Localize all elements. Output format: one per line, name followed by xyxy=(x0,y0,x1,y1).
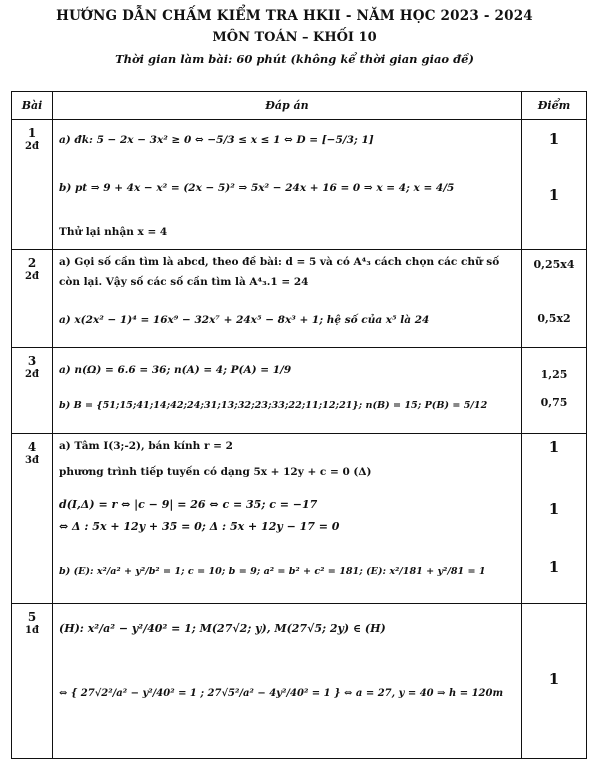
score-cell xyxy=(522,120,587,250)
question-points: 1đ xyxy=(25,625,39,636)
score-value: 1 xyxy=(548,558,560,576)
score-value: 0,75 xyxy=(540,396,568,409)
question-points: 2đ xyxy=(25,141,39,152)
answer-line: ⇔ Δ : 5x + 12y + 35 = 0; Δ : 5x + 12y − 17 = 0 xyxy=(59,520,340,533)
question-points: 2đ xyxy=(25,369,39,380)
score-cell xyxy=(522,604,587,759)
question-cell xyxy=(12,250,53,348)
answer-line: còn lại. Vậy số các số cần tìm là A⁴₃.1 = 24 xyxy=(59,276,309,288)
score-value: 1 xyxy=(548,186,560,204)
table-row xyxy=(12,120,587,250)
answer-cell xyxy=(53,348,522,434)
question-cell xyxy=(12,604,53,759)
answer-line: (H): x²/a² − y²/40² = 1; M(27√2; y), M(27√5; 2y) ∈ (H) xyxy=(59,622,386,635)
answer-table xyxy=(11,91,587,759)
table-header-row xyxy=(12,92,587,120)
question-number: 3 xyxy=(27,354,37,368)
score-value: 0,25x4 xyxy=(533,258,575,271)
answer-cell xyxy=(53,604,522,759)
table-row xyxy=(12,604,587,759)
answer-line: a) đk: 5 − 2x − 3x² ≥ 0 ⇔ −5/3 ≤ x ≤ 1 ⇔ D = [−5/3; 1] xyxy=(59,134,374,146)
answer-line: d(I,Δ) = r ⇔ |c − 9| = 26 ⇔ c = 35; c = −17 xyxy=(59,498,318,511)
question-number: 1 xyxy=(27,126,37,140)
answer-line: a) x(2x² − 1)⁴ = 16x⁹ − 32x⁷ + 24x⁵ − 8x³ + 1; hệ số của x⁵ là 24 xyxy=(59,314,430,326)
score-cell xyxy=(522,250,587,348)
answer-line: b) pt ⇒ 9 + 4x − x² = (2x − 5)² ⇒ 5x² − 24x + 16 = 0 ⇒ x = 4; x = 4/5 xyxy=(59,182,455,194)
answer-cell xyxy=(53,250,522,348)
answer-line: a) Gọi số cần tìm là abcd, theo đề bài: d = 5 và có A⁴₃ cách chọn các chữ số xyxy=(59,256,500,268)
answer-line: a) n(Ω) = 6.6 = 36; n(A) = 4; P(A) = 1/9 xyxy=(59,364,292,376)
answer-line: a) Tâm I(3;-2), bán kính r = 2 xyxy=(59,440,233,452)
score-value: 0,5x2 xyxy=(537,312,571,325)
table-row xyxy=(12,250,587,348)
question-cell xyxy=(12,434,53,604)
question-number: 2 xyxy=(27,256,37,270)
doc-time: Thời gian làm bài: 60 phút (không kể thời gian giao đề) xyxy=(115,52,474,66)
score-value: 1,25 xyxy=(540,368,568,381)
question-number: 5 xyxy=(27,610,37,624)
question-points: 2đ xyxy=(25,271,39,282)
score-value: 1 xyxy=(548,670,560,688)
doc-subject: MÔN TOÁN – KHỐI 10 xyxy=(212,30,377,45)
answer-line: b) (E): x²/a² + y²/b² = 1; c = 10; b = 9; a² = b² + c² = 181; (E): x²/181 + y²/81 = 1 xyxy=(59,566,486,577)
answer-line: ⇔ { 27√2²/a² − y²/40² = 1 ; 27√5²/a² − 4y²/40² = 1 } ⇔ a = 27, y = 40 ⇒ h = 120m xyxy=(59,688,504,699)
answer-line: phương trình tiếp tuyến có dạng 5x + 12y + c = 0 (Δ) xyxy=(59,466,372,478)
score-value: 1 xyxy=(548,438,560,456)
col-header-score: Điểm xyxy=(522,92,587,120)
answer-cell xyxy=(53,434,522,604)
table-row xyxy=(12,434,587,604)
score-cell xyxy=(522,348,587,434)
table-row xyxy=(12,348,587,434)
score-value: 1 xyxy=(548,500,560,518)
doc-title: HƯỚNG DẪN CHẤM KIỂM TRA HKII - NĂM HỌC 2023 - 2024 xyxy=(56,8,533,24)
col-header-answer: Đáp án xyxy=(53,92,522,120)
question-cell xyxy=(12,120,53,250)
answer-cell xyxy=(53,120,522,250)
score-value: 1 xyxy=(548,130,560,148)
question-points: 3đ xyxy=(25,455,39,466)
question-number: 4 xyxy=(27,440,37,454)
score-cell xyxy=(522,434,587,604)
col-header-question: Bài xyxy=(12,92,53,120)
answer-line: b) B = {51;15;41;14;42;24;31;13;32;23;33;22;11;12;21}; n(B) = 15; P(B) = 5/12 xyxy=(59,400,488,411)
question-cell xyxy=(12,348,53,434)
answer-line: Thử lại nhận x = 4 xyxy=(59,226,168,238)
